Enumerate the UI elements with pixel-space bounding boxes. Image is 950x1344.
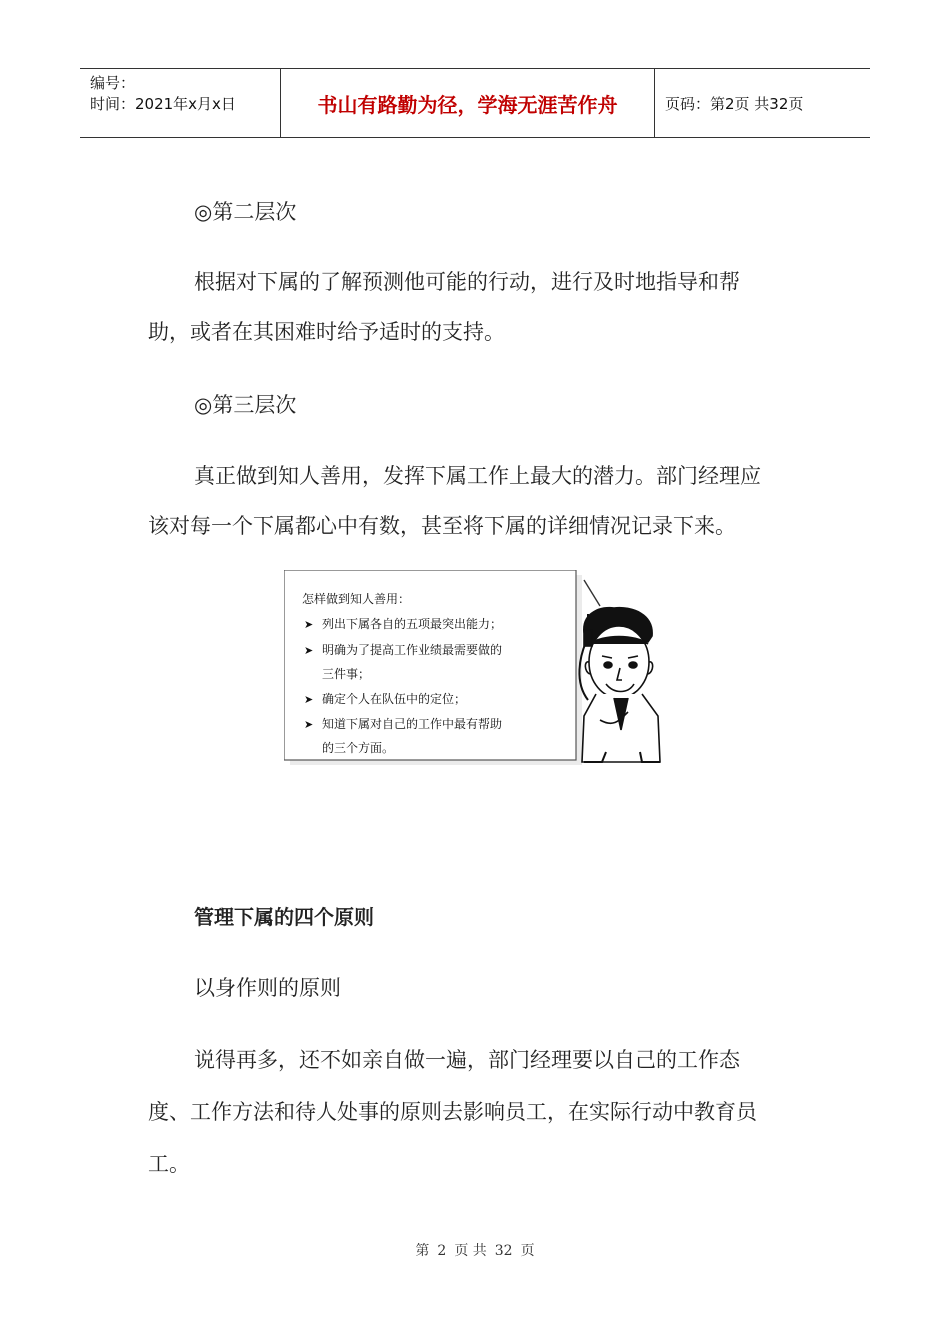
illustration: [284, 570, 664, 773]
document-date: 时间：2021年x月x日: [90, 95, 236, 113]
section2-line1: 根据对下属的了解预测他可能的行动，进行及时地指导和帮: [194, 270, 740, 294]
bullet-icon: ➤: [304, 718, 314, 731]
section3-line1: 真正做到知人善用，发挥下属工作上最大的潜力。部门经理应: [194, 464, 761, 488]
principle1-line2: 度、工作方法和待人处事的原则去影响员工，在实际行动中教育员: [148, 1100, 757, 1124]
principle1-title: 以身作则的原则: [194, 976, 341, 1000]
footer-page-number: 2: [437, 1243, 447, 1259]
footer-prefix: 第: [415, 1243, 430, 1259]
manager-cartoon: [579, 608, 660, 762]
section2-title: ◎第二层次: [194, 200, 297, 224]
header-motto-cell: [281, 69, 655, 137]
footer-middle: 页 共: [454, 1243, 487, 1259]
callout-pointer: [584, 580, 600, 606]
footer-total-pages: 32: [494, 1243, 513, 1259]
illustration-svg: [284, 570, 664, 773]
callout-item-3: 确定个人在队伍中的定位；: [322, 692, 467, 706]
bullet-icon: ➤: [304, 693, 314, 706]
document-number-label: 编号：: [90, 74, 136, 92]
header-left-cell: [80, 69, 281, 137]
header-page-info: 页码：第2页 共32页: [665, 94, 804, 113]
callout-item-1: 列出下属各自的五项最突出能力；: [322, 617, 503, 631]
section3-title: ◎第三层次: [194, 393, 297, 417]
principle1-line3: 工。: [148, 1152, 190, 1176]
callout-item-4-cont: 的三个方面。: [322, 741, 395, 755]
section2-line2: 助，或者在其困难时给予适时的支持。: [148, 320, 505, 344]
footer-suffix: 页: [520, 1243, 535, 1259]
callout-title: 怎样做到知人善用：: [302, 592, 411, 606]
page-header: [80, 68, 870, 138]
callout-item-4: 知道下属对自己的工作中最有帮助: [322, 717, 503, 731]
bullet-icon: ➤: [304, 618, 314, 631]
header-right-cell: [655, 69, 870, 137]
callout-item-2: 明确为了提高工作业绩最需要做的: [322, 643, 503, 657]
principle1-line1: 说得再多，还不如亲自做一遍，部门经理要以自己的工作态: [194, 1048, 740, 1072]
header-motto: 书山有路勤为径，学海无涯苦作舟: [317, 92, 618, 117]
section3-line2: 该对每一个下属都心中有数，甚至将下属的详细情况记录下来。: [148, 514, 736, 538]
principles-heading: 管理下属的四个原则: [194, 905, 374, 929]
page-footer: [0, 1240, 950, 1260]
callout-item-2-cont: 三件事；: [322, 667, 371, 681]
bullet-icon: ➤: [304, 644, 314, 657]
